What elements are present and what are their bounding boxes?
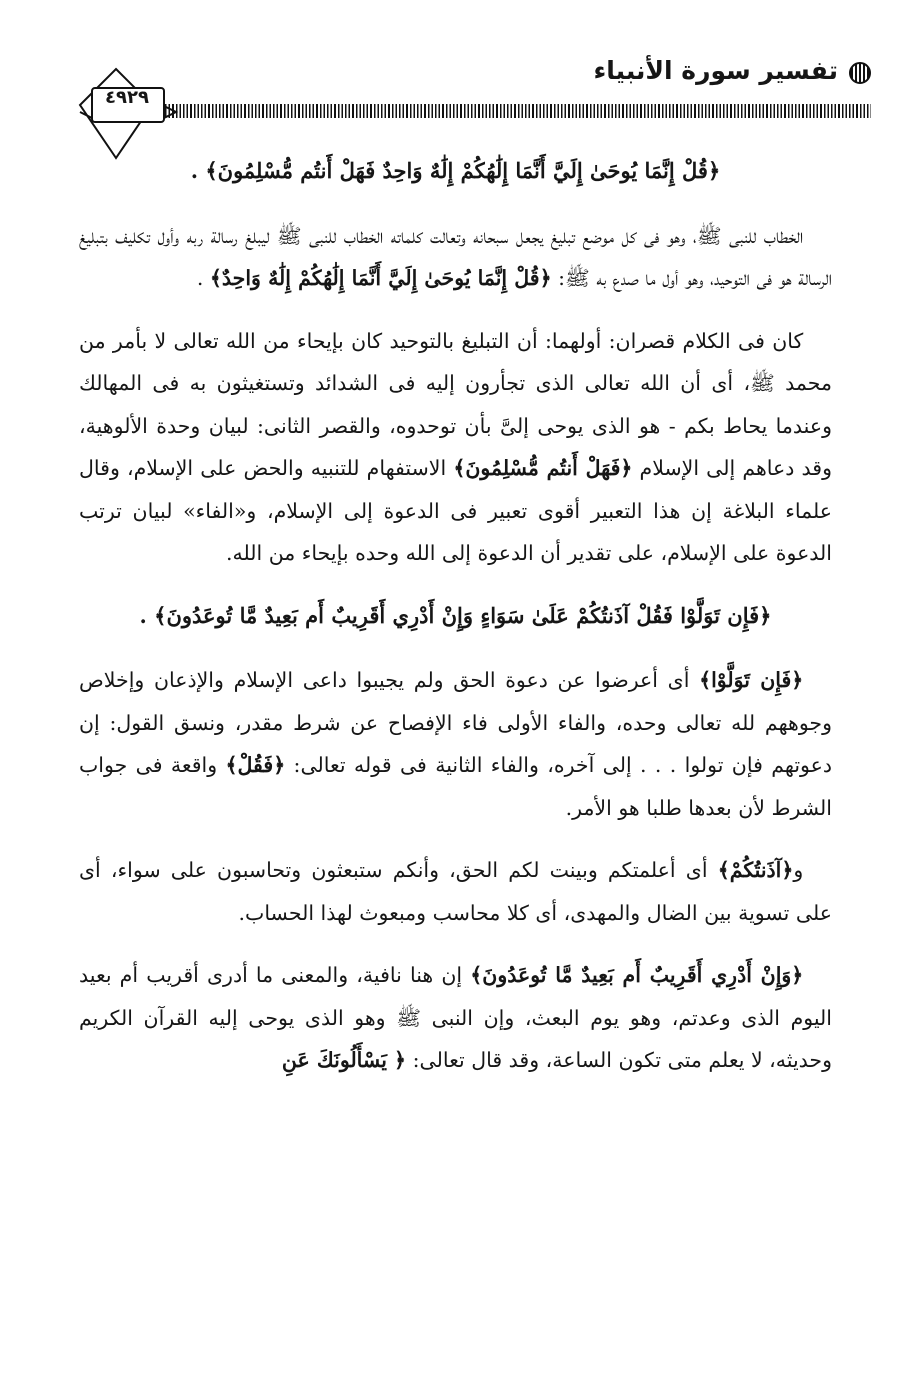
ornament-icon xyxy=(849,62,871,84)
paragraph-text: و xyxy=(793,858,804,882)
paragraph-3 xyxy=(79,659,832,829)
running-title: تفسير سورة الأنبياء xyxy=(593,56,838,85)
paragraph-5 xyxy=(79,954,832,1082)
quran-quote: ﴿ يَسْأَلُونَكَ عَنِ xyxy=(281,1048,407,1072)
paragraph-text: الخطاب للنبى ﷺ، وهو فى كل موضع تبليغ يجعل سبحانه وتعالت كلماته الخطاب للنبى ﷺ ليبلغ رسالة ربه وأول تكليف بتبليغ الرسالة هو فى التوحيد، وهو أول ما صدع به ﷺ: xyxy=(79,223,832,290)
quran-quote: ﴿قُلْ إِنَّمَا يُوحَىٰ إِلَيَّ أَنَّمَا إِلَٰهُكُمْ إِلَٰهٌ وَاحِدٌ﴾ xyxy=(209,266,552,290)
quran-quote: ﴿فَهَلْ أَنتُم مُّسْلِمُونَ﴾ xyxy=(453,456,633,480)
page-header xyxy=(0,0,911,170)
verse-2: ﴿فَإِن تَوَلَّوْا فَقُلْ آذَنتُكُمْ عَلَىٰ سَوَاءٍ وَإِنْ أَدْرِي أَقَرِيبٌ أَم بَعِيدٌ مَّا تُوعَدُونَ﴾ . xyxy=(139,602,772,628)
paragraph-1 xyxy=(79,215,832,300)
quran-quote: ﴿آذَنتُكُمْ﴾ xyxy=(717,858,794,882)
paragraph-text: أى أعرضوا عن دعوة الحق ولم يجيبوا داعى الإسلام والإذعان وإخلاص وجوههم لله تعالى وحده، والفاء الأولى فاء الإفصاح عن شرط مقدر، ونسق القول: إن دعوتهم فإن تولوا . . . إلى آخره، والفاء الثانية فى قوله تعالى: xyxy=(79,668,833,777)
paragraph-text: . xyxy=(196,266,210,290)
paragraph-text: إن هنا نافية، والمعنى ما أدرى أقريب أم بعيد اليوم الذى وعدتم، وهو يوم البعث، وإن النبى ﷺ وهو الذى يوحى إليه القرآن الكريم وحديثه، لا يعلم متى تكون الساعة، وقد قال تعالى: xyxy=(79,963,832,1072)
page-number: ٤٩٢٩ xyxy=(105,87,149,108)
quran-quote: ﴿فَإِن تَوَلَّوْا﴾ xyxy=(699,668,804,692)
paragraph-4 xyxy=(79,849,832,934)
paragraph-2 xyxy=(79,320,832,575)
header-rule xyxy=(165,104,871,118)
paragraph-text: الاستفهام للتنبيه والحض على الإسلام، وقال علماء البلاغة إن هذا التعبير أقوى تعبير فى الدعوة إلى الإسلام، و«الفاء» لبيان ترتب الدعوة على الإسلام، على تقدير أن الدعوة إلى الله وحده بإيحاء من الله. xyxy=(79,456,832,565)
quran-quote: ﴿فَقُلْ﴾ xyxy=(225,753,286,777)
paragraph-text: كان فى الكلام قصران: أولهما: أن التبليغ بالتوحيد كان بإيحاء من الله تعالى لا بأمر من محمد ﷺ، أى أن الله تعالى الذى تجأرون إليه فى الشدائد وتستغيثون به فى المهالك وعندما يحاط بكم - هو الذى يوحى إلىَّ بأن توحدوه، والقصر الثانى: لبيان وحدة الألوهية، وقد دعاهم إلى الإسلام xyxy=(79,328,832,480)
verse-1: ﴿قُلْ إِنَّمَا يُوحَىٰ إِلَيَّ أَنَّمَا إِلَٰهُكُمْ إِلَٰهٌ وَاحِدٌ فَهَلْ أَنتُم مُّسْلِمُونَ﴾ . xyxy=(190,158,721,183)
paragraph-text: واقعة فى جواب الشرط لأن بعدها طلبا هو الأمر. xyxy=(79,753,832,820)
quran-quote: ﴿وَإِنْ أَدْرِي أَقَرِيبٌ أَم بَعِيدٌ مَّا تُوعَدُونَ﴾ xyxy=(470,963,804,987)
paragraph-text: أى أعلمتكم وبينت لكم الحق، وأنكم ستبعثون وتحاسبون على سواء، أى على تسوية بين الضال والمهدى، أى كلا محاسب ومبعوث لهذا الحساب. xyxy=(79,858,832,925)
page-body xyxy=(79,150,832,1102)
